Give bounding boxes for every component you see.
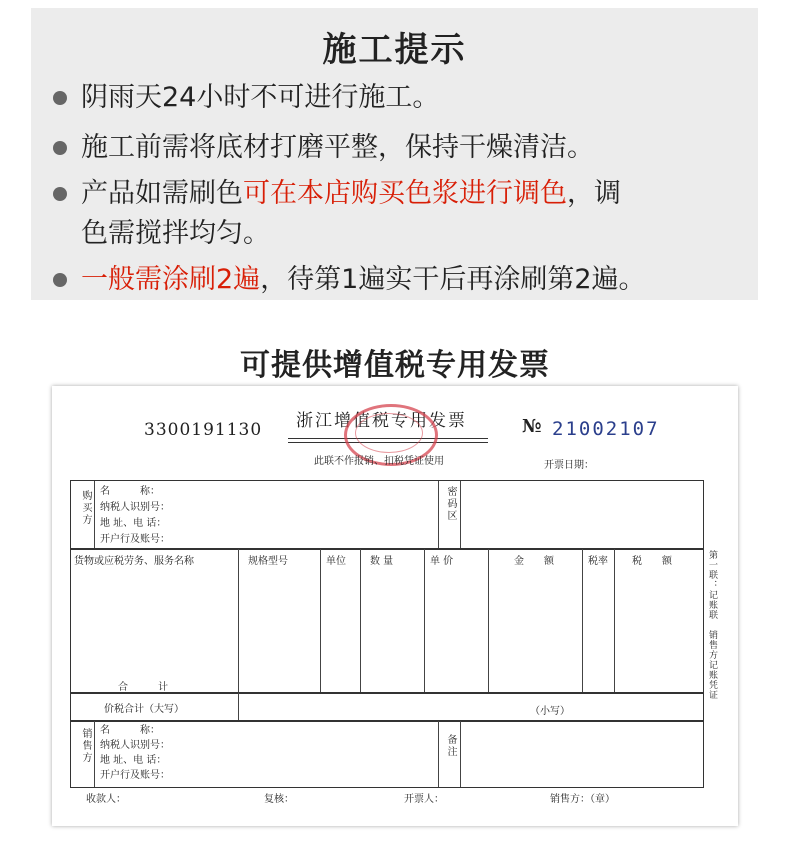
invoice-image [52, 386, 738, 826]
notice-item-3-continued: 色需搅拌均匀。 [81, 218, 270, 249]
notice-item-4 [81, 262, 646, 298]
column-header: 单 价 [430, 556, 454, 567]
footer-drawer: 开票人： [404, 794, 444, 805]
footer-payee: 收款人： [86, 794, 126, 805]
invoice-number: 21002107 [552, 418, 660, 440]
column-header: 货物或应税劳务、服务名称 [74, 556, 194, 567]
column-header: 金 额 [514, 556, 554, 567]
notice-item-3 [81, 176, 621, 212]
total-tax-label: 价税合计（大写） [104, 704, 184, 715]
notice-item-segment: ，调 [567, 178, 621, 209]
column-header: 数 量 [370, 556, 394, 567]
footer-reviewer: 复核： [264, 794, 294, 805]
seller-fields: 名 称： 纳税人识别号： 地 址、电 话： 开户行及账号： [100, 725, 170, 781]
footer-seller-stamp: 销售方：（章） [550, 794, 615, 805]
seller-label: 销售方 [80, 728, 91, 764]
buyer-fields: 名 称： 纳税人识别号： 地 址、电 话： 开户行及账号： [100, 486, 170, 545]
notice-item-segment: 一般需涂刷2遍 [81, 264, 261, 295]
bullet-dot-icon [53, 187, 67, 201]
invoice-subtitle: 此联不作报销、扣税凭证使用 [314, 456, 444, 467]
total-label: 合 计 [118, 682, 168, 693]
lowercase-label: （小写） [530, 706, 570, 717]
notice-item-segment: 可在本店购买色浆进行调色 [243, 178, 567, 209]
goods-table [70, 548, 704, 694]
remark-label: 备注 [445, 734, 456, 758]
notice-item-segment: 产品如需刷色 [81, 178, 243, 209]
bullet-dot-icon [53, 141, 67, 155]
notice-item-1 [81, 80, 439, 116]
issue-date-label: 开票日期： [544, 460, 594, 471]
bullet-dot-icon [53, 91, 67, 105]
password-area-label: 密码区 [445, 486, 456, 522]
notice-item-segment: 阴雨天24小时不可进行施工。 [81, 82, 440, 113]
notice-item-segment: 施工前需将底材打磨平整，保持干燥清洁。 [81, 132, 594, 163]
notice-item-2 [81, 130, 594, 166]
side-note: 第一联：记账联 销售方记账凭证 [707, 550, 717, 700]
notice-item-segment: ，待第1遍实干后再涂刷第2遍。 [260, 264, 646, 295]
invoice-section-title: 可提供增值税专用发票 [240, 348, 550, 383]
buyer-label: 购买方 [80, 490, 91, 526]
notice-title: 施工提示 [322, 30, 467, 70]
invoice-number-prefix: № [522, 416, 542, 437]
column-header: 规格型号 [248, 556, 288, 567]
column-header: 税率 [588, 556, 608, 567]
construction-notice-panel [31, 8, 758, 300]
bullet-dot-icon [53, 273, 67, 287]
invoice-code: 3300191130 [144, 420, 263, 440]
column-header: 税 额 [632, 556, 672, 567]
invoice-title: 浙江增值税专用发票 [296, 411, 467, 431]
column-header: 单位 [326, 556, 346, 567]
